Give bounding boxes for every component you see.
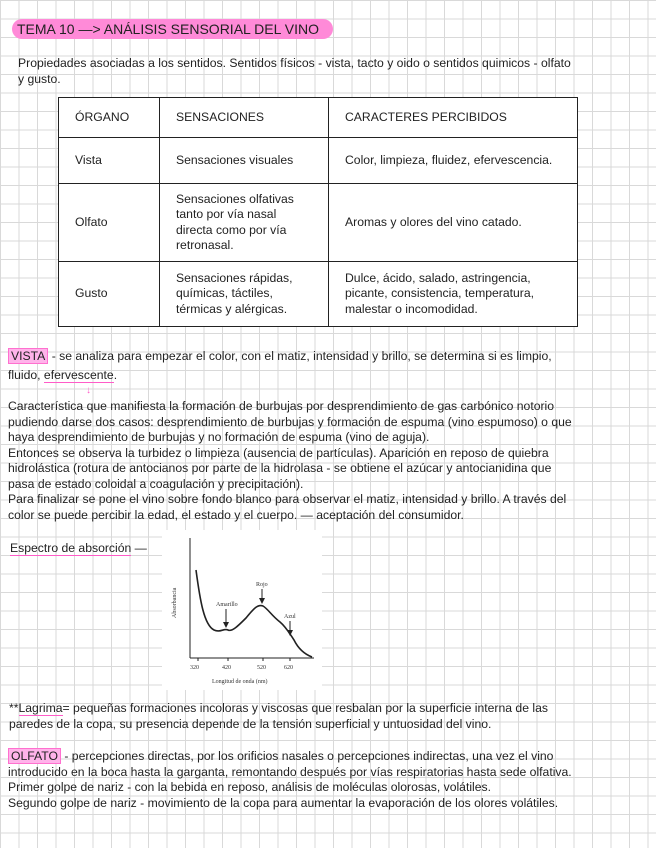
olfato-line: [8, 749, 572, 765]
cell-sensations: [160, 184, 329, 262]
cell-perceived: [329, 138, 578, 184]
olfato-text: - percepciones directas, por los orificios nasales o percepciones indirectas, una vez el vino: [60, 749, 554, 763]
cell-line: retronasal.: [176, 238, 234, 252]
body-line: color se puede percibir la edad, el estado y el cuerpo. — aceptación del consumidor.: [8, 507, 464, 522]
cell-organ: Vista: [59, 138, 160, 184]
table-header-row: [59, 98, 578, 138]
table-row: [59, 262, 578, 327]
spectrum-dash: —: [131, 541, 147, 555]
cell-line: picante, consistencia, temperatura,: [345, 286, 535, 301]
table-row: [59, 138, 578, 184]
cell-organ: Gusto: [59, 262, 160, 327]
arrowhead-rojo-icon: [259, 598, 265, 604]
lagrima-term: Lagrima: [18, 701, 63, 715]
cell-perceived: [329, 184, 578, 262]
intro-line: y gusto.: [18, 71, 61, 86]
olfato-label: OLFATO: [8, 748, 61, 764]
body-line: pudiendo darse dos casos: desprendimiento de burbujas y formación de espuma (vino espumoso) o que: [8, 414, 572, 429]
cell-line: directa como por vía: [176, 222, 287, 237]
cell-line: tanto por vía nasal: [176, 207, 277, 221]
absorption-spectrum-figure: [162, 530, 322, 690]
body-line: Entonces se observa la turbidez o limpieza (ausencia de partículas). Aparición en reposo de quiebra: [8, 445, 549, 460]
x-tick-label: 320: [190, 665, 199, 671]
cell-line: Color, limpieza, fluidez, efervescencia.: [345, 152, 553, 167]
efervescente-term: efervescente: [43, 367, 114, 382]
olfato-section: [8, 749, 572, 811]
annotation-azul: Azul: [284, 614, 296, 620]
spectrum-label: Espectro de absorción: [10, 541, 132, 555]
cell-sensations: [160, 262, 329, 327]
absorption-spectrum-svg: [162, 530, 322, 690]
olfato-line: introducido en la boca hasta la garganta, remontando después por vías respiratorias hasta sede olfativa.: [8, 764, 572, 779]
body-line: pasa de estado coloidal a coagulación y precipitación).: [8, 476, 304, 491]
x-tick-label: 420: [222, 665, 231, 671]
cell-sensations: [160, 138, 329, 184]
lagrima-line: paredes de la copa, su presencia depende de la tensión superficial y untuosidad del vino.: [9, 716, 492, 731]
x-tick-label: 620: [284, 665, 293, 671]
body-line: hidrolástica (rotura de antocianos por parte de la hidrolasa - se obtiene el azúcar y antocianidina que: [8, 461, 552, 475]
y-axis-label: Absorbancia: [172, 587, 178, 618]
vista-text: .: [113, 367, 118, 382]
cell-line: malestar o incomodidad.: [345, 301, 478, 316]
arrowhead-azul-icon: [287, 630, 293, 636]
lagrima-section: [9, 701, 548, 732]
intro-line: Propiedades asociadas a los sentidos. Sentidos físicos - vista, tacto y oido o sentidos quimicos - olfato: [18, 56, 571, 70]
body-line: Para finalizar se pone el vino sobre fondo blanco para observar el matiz, intensidad y brillo. A través del: [8, 492, 567, 506]
cell-line: Sensaciones visuales: [176, 152, 294, 167]
lagrima-text: = pequeñas formaciones incoloras y viscosas que resbalan por la superficie interna de las: [62, 701, 548, 715]
annotation-rojo: Rojo: [256, 582, 268, 588]
x-axis-label: Longitud de onda (nm): [212, 679, 268, 685]
annotation-amarillo: Amarillo: [216, 602, 238, 608]
vista-section: [8, 349, 552, 383]
vista-text: fluido,: [8, 367, 44, 382]
header-sensations: SENSACIONES: [160, 98, 329, 138]
cell-line: Sensaciones olfativas: [176, 191, 294, 206]
x-tick-label: 520: [257, 665, 266, 671]
header-organ: ÓRGANO: [59, 98, 160, 138]
table-row: [59, 184, 578, 262]
spectrum-heading: [10, 541, 147, 557]
olfato-line: Segundo golpe de nariz - movimiento de la copa para aumentar la evaporación de los olores volátiles.: [8, 795, 559, 810]
olfato-line: Primer golpe de nariz - con la bebida en reposo, análisis de moléculas olorosas, volátiles.: [8, 780, 492, 794]
page-title: TEMA 10 —> ANÁLISIS SENSORIAL DEL VINO: [12, 19, 333, 39]
cell-perceived: [329, 262, 578, 327]
vista-body: [8, 399, 572, 523]
vista-line: [8, 349, 552, 365]
cell-line: Dulce, ácido, salado, astringencia,: [345, 270, 531, 285]
down-arrow-icon: ↓: [86, 385, 91, 396]
header-perceived: CARACTERES PERCIBIDOS: [329, 98, 578, 138]
vista-line: [8, 368, 552, 384]
arrowhead-amarillo-icon: [223, 622, 229, 628]
body-line: haya desprendimiento de burbujas y no formación de espuma (vino de aguja).: [8, 430, 430, 444]
body-line: Característica que manifiesta la formación de burbujas por desprendimiento de gas carbónico notorio: [8, 399, 555, 413]
cell-organ: Olfato: [59, 184, 160, 262]
lagrima-prefix: **: [9, 701, 19, 715]
organ-table: [58, 97, 578, 327]
cell-line: Aromas y olores del vino catado.: [345, 214, 522, 229]
cell-line: térmicas y alérgicas.: [176, 301, 288, 316]
vista-text: - se analiza para empezar el color, con el matiz, intensidad y brillo, se determina si es limpio,: [48, 349, 552, 363]
vista-label: VISTA: [8, 348, 48, 364]
cell-line: Sensaciones rápidas,: [176, 270, 293, 285]
cell-line: químicas, táctiles,: [176, 286, 273, 301]
lagrima-line: [9, 701, 548, 717]
intro-paragraph: [18, 56, 571, 87]
